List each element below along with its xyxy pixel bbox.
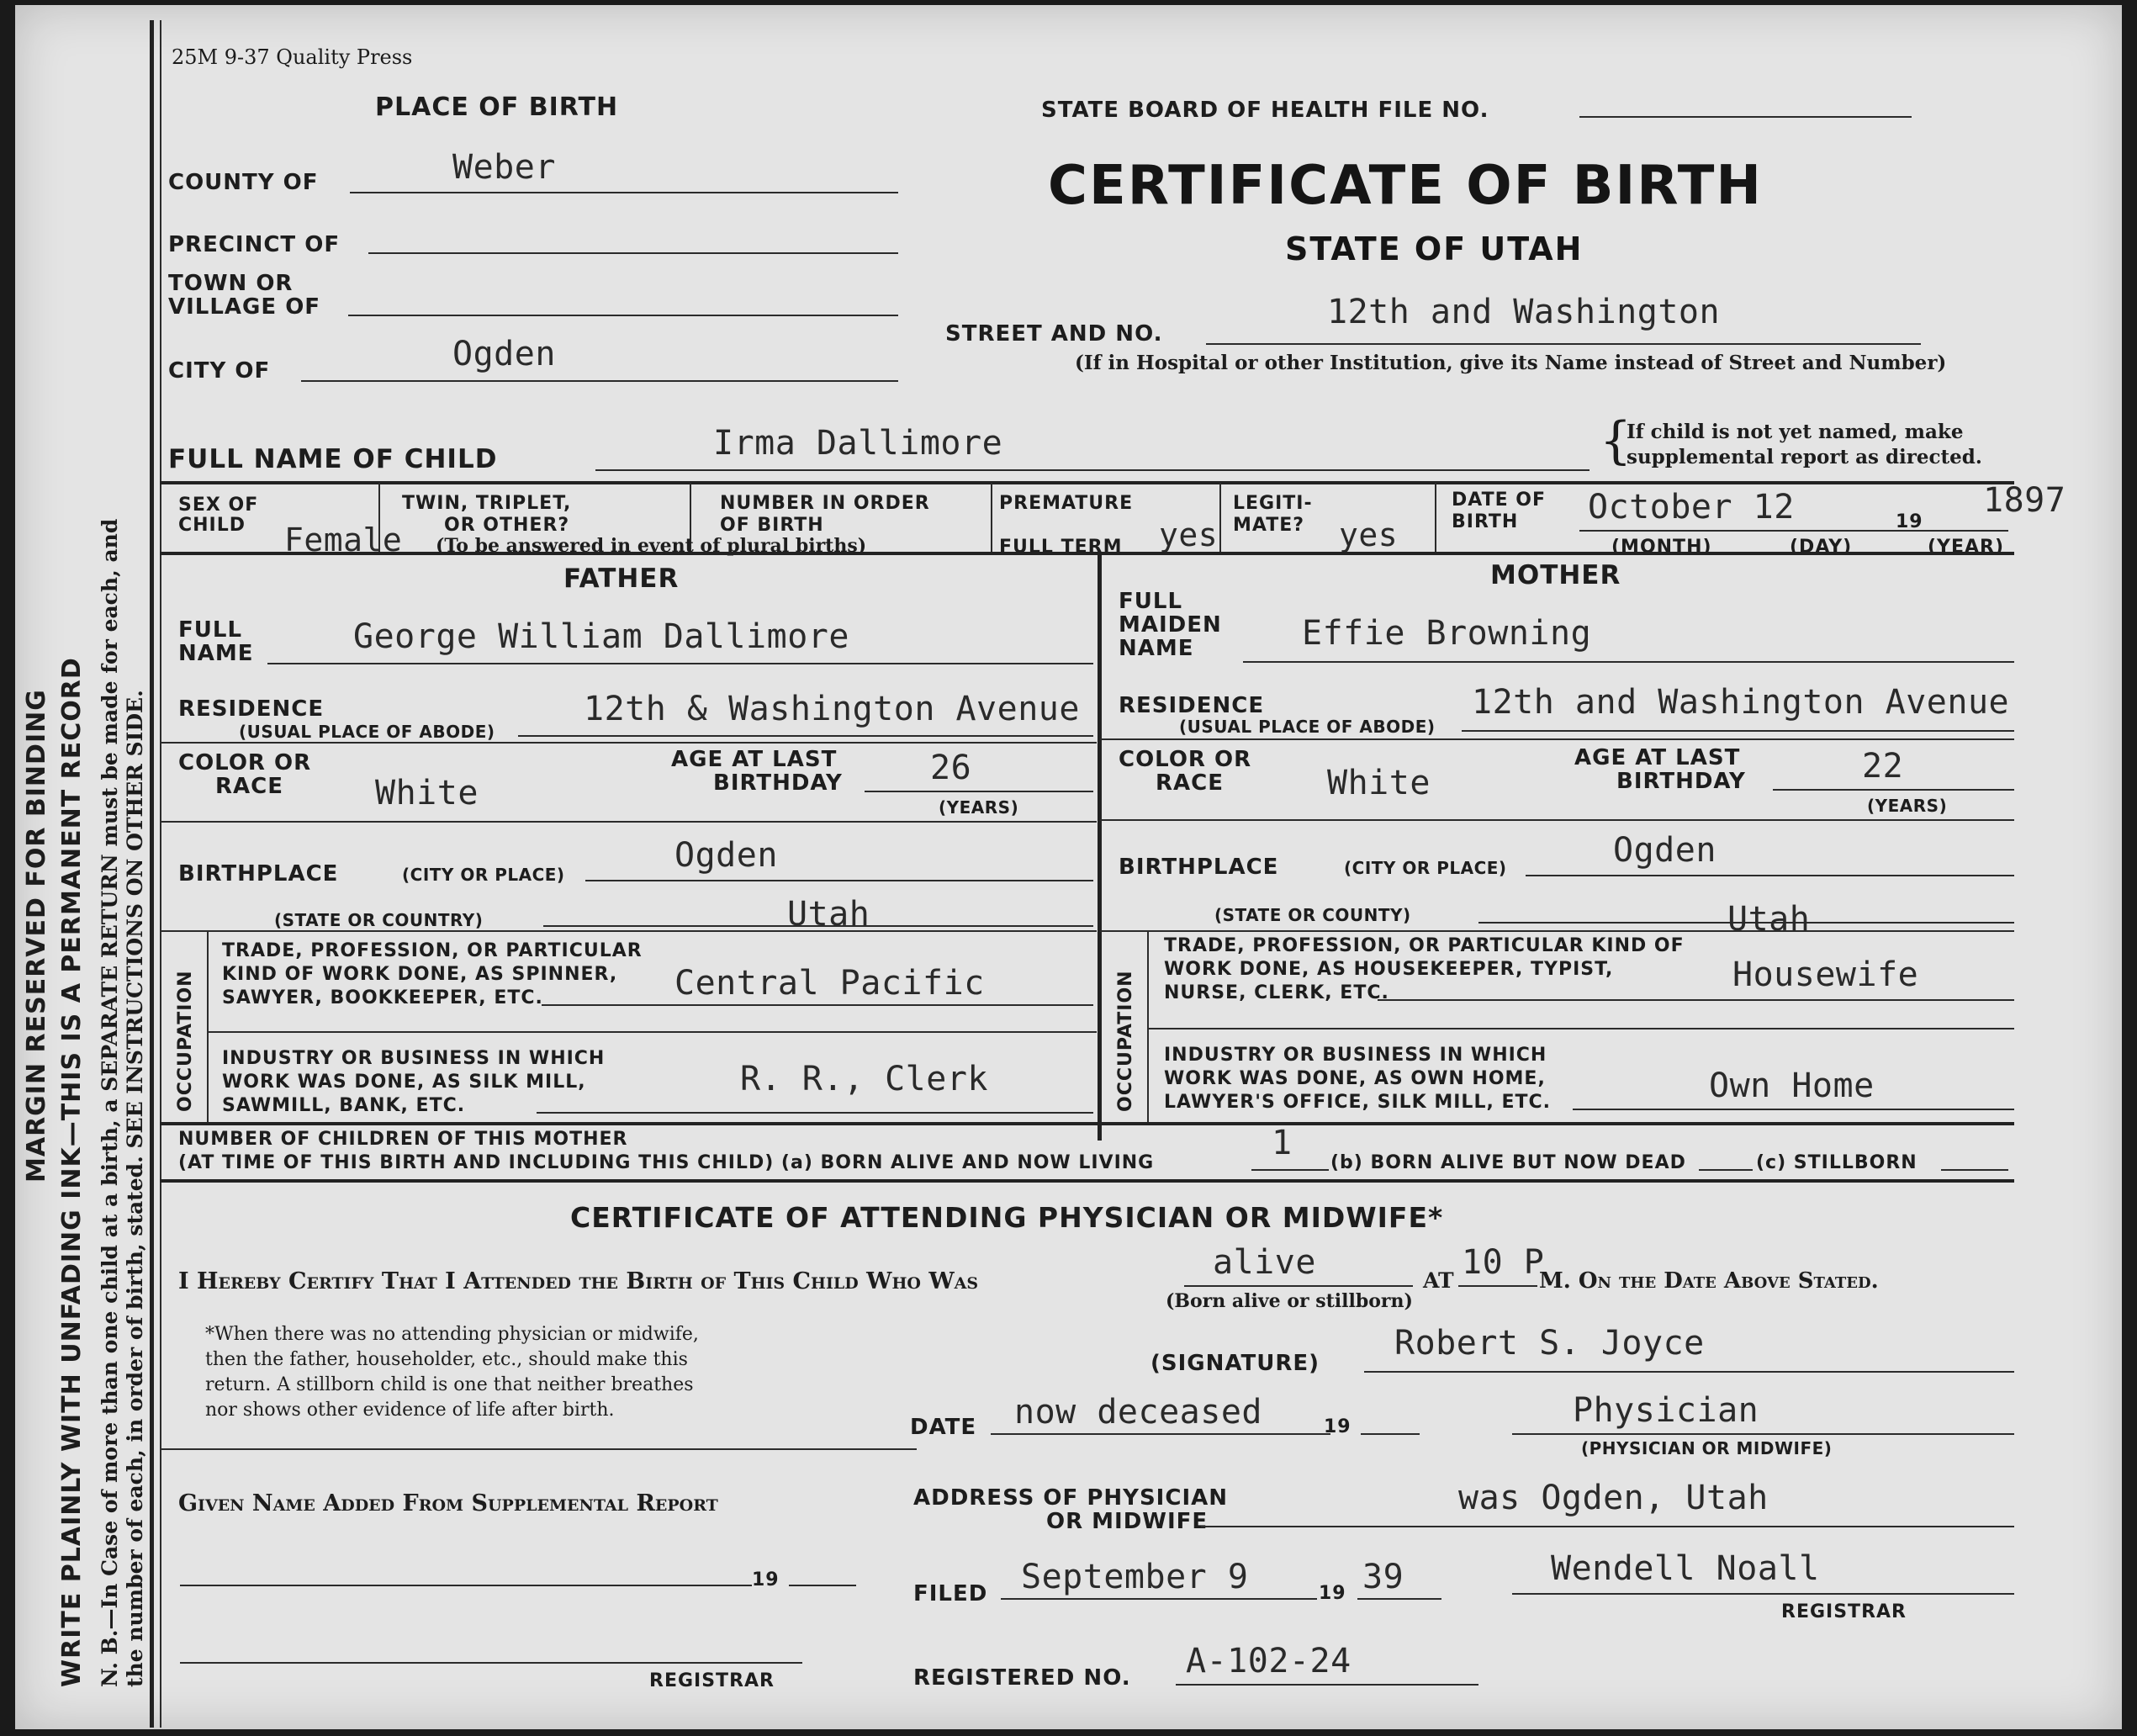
mother-trade-label-3: NURSE, CLERK, ETC.: [1164, 982, 1389, 1003]
child-name-note-1: If child is not yet named, make: [1627, 421, 1964, 443]
rule-child-row-top: [160, 481, 2014, 484]
legit-value: yes: [1339, 516, 1399, 553]
rule-children-top: [160, 1122, 2014, 1125]
children-label-2: (AT TIME OF THIS BIRTH AND INCLUDING THIS CHILD) (a) BORN ALIVE AND NOW LIVING: [178, 1152, 1155, 1173]
father-industry-label-1: INDUSTRY OR BUSINESS IN WHICH: [222, 1048, 606, 1069]
address-label-2: OR MIDWIFE: [1046, 1509, 1209, 1534]
mother-age-label-2: BIRTHDAY: [1616, 769, 1746, 794]
legit-label-1: LEGITI-: [1233, 493, 1313, 514]
physician-at-label: AT: [1423, 1268, 1454, 1293]
mother-name-value: Effie Browning: [1302, 614, 1592, 653]
sex-label-1: SEX OF: [178, 495, 259, 516]
father-industry-value: R. R., Clerk: [740, 1060, 988, 1098]
filed-label: FILED: [913, 1581, 988, 1606]
father-industry-label-2: WORK WAS DONE, AS SILK MILL,: [222, 1072, 586, 1093]
mother-age-label-1: AGE AT LAST: [1574, 745, 1741, 770]
mother-birthplace-city: Ogden: [1613, 831, 1716, 870]
mother-years-label: (YEARS): [1867, 796, 1948, 816]
father-birthplace-city: Ogden: [674, 836, 778, 875]
date-label: DATE: [910, 1415, 977, 1440]
city-label: CITY OF: [168, 358, 271, 384]
filed-century-prefix: 19: [1319, 1583, 1346, 1604]
dob-label-1: DATE OF: [1452, 490, 1547, 511]
child-name-value: Irma Dallimore: [713, 424, 1003, 463]
father-age-value: 26: [930, 749, 972, 787]
filed-year-value: 39: [1362, 1558, 1404, 1596]
address-label-1: ADDRESS OF PHYSICIAN: [913, 1485, 1228, 1511]
father-name-value: George William Dallimore: [353, 617, 849, 656]
mother-industry-label-2: WORK WAS DONE, AS OWN HOME,: [1164, 1068, 1546, 1089]
mother-industry-label-3: LAWYER'S OFFICE, SILK MILL, ETC.: [1164, 1092, 1552, 1113]
registrar-label: REGISTRAR: [1781, 1601, 1907, 1622]
father-name-label-1: FULL: [178, 617, 243, 643]
month-label: (MONTH): [1611, 537, 1712, 558]
county-value: Weber: [452, 148, 556, 187]
father-trade-label-1: TRADE, PROFESSION, OR PARTICULAR: [222, 940, 643, 961]
father-residence-value: 12th & Washington Avenue: [584, 690, 1080, 728]
mother-residence-value: 12th and Washington Avenue: [1472, 683, 2010, 722]
parents-divider: [1098, 553, 1102, 1141]
file-no-label: STATE BOARD OF HEALTH FILE NO.: [1041, 98, 1489, 123]
fullterm-value: yes: [1159, 516, 1219, 553]
town-label: TOWN OR: [168, 271, 294, 296]
father-trade-value: Central Pacific: [674, 964, 985, 1003]
sex-value: Female: [284, 521, 403, 558]
dob-value: October 12: [1588, 488, 1795, 527]
day-label: (DAY): [1790, 537, 1853, 558]
child-name-note-2: supplemental report as directed.: [1627, 446, 1982, 468]
children-label-1: NUMBER OF CHILDREN OF THIS MOTHER: [178, 1129, 628, 1150]
order-label-1: NUMBER IN ORDER: [720, 493, 930, 514]
registrar-name-value: Wendell Noall: [1551, 1549, 1820, 1588]
twin-label-1: TWIN, TRIPLET,: [402, 493, 572, 514]
father-trade-label-3: SAWYER, BOOKKEEPER, ETC.: [222, 987, 543, 1008]
registered-no-value: A-102-24: [1186, 1642, 1351, 1680]
street-note: (If in Hospital or other Institution, give its Name instead of Street and Number): [1075, 352, 1947, 374]
physician-heading: CERTIFICATE OF ATTENDING PHYSICIAN OR MIDWIFE*: [570, 1201, 1444, 1234]
left-registrar-label: REGISTRAR: [649, 1670, 775, 1691]
children-stillborn-label: (c) STILLBORN: [1756, 1152, 1917, 1173]
state-title: STATE OF UTAH: [1285, 230, 1584, 267]
order-label-2: OF BIRTH: [720, 515, 824, 536]
father-birthplace-label: BIRTHPLACE: [178, 861, 339, 887]
mother-heading: MOTHER: [1490, 560, 1621, 590]
certificate-title: CERTIFICATE OF BIRTH: [1048, 155, 1763, 217]
fullterm-label: FULL TERM: [999, 537, 1123, 558]
printer-mark: 25M 9-37 Quality Press: [172, 45, 413, 69]
mother-residence-sub: (USUAL PLACE OF ABODE): [1179, 717, 1436, 737]
signature-value: Robert S. Joyce: [1394, 1324, 1705, 1363]
mother-name-label-2: MAIDEN: [1119, 612, 1222, 638]
physician-title-value: Physician: [1573, 1391, 1759, 1430]
mother-trade-label-2: WORK DONE, AS HOUSEKEEPER, TYPIST,: [1164, 959, 1614, 980]
signature-label: (SIGNATURE): [1150, 1351, 1320, 1376]
mother-trade-label-1: TRADE, PROFESSION, OR PARTICULAR KIND OF: [1164, 935, 1685, 956]
father-city-place-label: (CITY OR PLACE): [402, 865, 565, 885]
mother-race-value: White: [1327, 764, 1431, 802]
mother-birthplace-state: Utah: [1727, 900, 1811, 939]
father-name-label-2: NAME: [178, 641, 254, 666]
place-of-birth-heading: PLACE OF BIRTH: [375, 93, 619, 122]
rule-parents-top: [160, 552, 2014, 555]
mother-residence-label: RESIDENCE: [1119, 693, 1265, 718]
mother-birthplace-label: BIRTHPLACE: [1119, 855, 1279, 880]
father-birthplace-state: Utah: [787, 895, 870, 934]
supplemental-century-prefix: 19: [752, 1569, 780, 1590]
child-name-label: FULL NAME OF CHILD: [168, 444, 498, 474]
father-residence-sub: (USUAL PLACE OF ABODE): [239, 722, 495, 742]
mother-industry-label-1: INDUSTRY OR BUSINESS IN WHICH: [1164, 1045, 1547, 1066]
year-label: (YEAR): [1928, 537, 2005, 558]
father-occupation-label: OCCUPATION: [175, 970, 196, 1112]
sidebar-instructions-note: the number of each, in order of birth, stated. SEE INSTRUCTIONS ON OTHER SIDE.: [123, 690, 147, 1687]
children-dead-label: (b) BORN ALIVE BUT NOW DEAD: [1330, 1152, 1686, 1173]
mother-race-label-2: RACE: [1156, 770, 1224, 796]
village-label: VILLAGE OF: [168, 294, 321, 320]
physician-certify-text: I Hereby Certify That I Attended the Birth of This Child Who Was: [178, 1268, 979, 1294]
mother-name-label-3: NAME: [1119, 636, 1194, 661]
father-age-label-2: BIRTHDAY: [713, 770, 843, 796]
rule-children-bottom: [160, 1179, 2014, 1183]
margin-rule-inner: [160, 20, 161, 1728]
city-value: Ogden: [452, 335, 556, 373]
sidebar-ink-note: WRITE PLAINLY WITH UNFADING INK—THIS IS A PERMANENT RECORD: [57, 657, 87, 1687]
physician-alive-value: alive: [1213, 1243, 1316, 1282]
given-name-label: Given Name Added From Supplemental Report: [178, 1490, 718, 1516]
father-trade-label-2: KIND OF WORK DONE, AS SPINNER,: [222, 964, 618, 985]
physician-alive-note: (Born alive or stillborn): [1166, 1290, 1413, 1312]
sidebar-binding-note: MARGIN RESERVED FOR BINDING: [22, 689, 51, 1183]
address-value: was Ogden, Utah: [1458, 1479, 1769, 1517]
registered-no-label: REGISTERED NO.: [913, 1665, 1131, 1691]
father-years-label: (YEARS): [939, 797, 1019, 818]
street-label: STREET AND NO.: [945, 321, 1163, 347]
mother-name-label-1: FULL: [1119, 589, 1183, 614]
date-value: now deceased: [1014, 1393, 1262, 1432]
mother-city-place-label: (CITY OR PLACE): [1344, 858, 1507, 878]
street-value: 12th and Washington: [1327, 293, 1721, 331]
father-race-value: White: [375, 774, 479, 812]
father-age-label-1: AGE AT LAST: [671, 747, 838, 772]
physician-time-value: 10 P: [1462, 1243, 1545, 1282]
margin-rule: [150, 20, 154, 1728]
father-race-label-1: COLOR OR: [178, 750, 312, 775]
twin-note: (To be answered in event of plural births): [436, 535, 867, 557]
mother-trade-value: Housewife: [1732, 955, 1919, 994]
mother-race-label-1: COLOR OR: [1119, 747, 1252, 772]
twin-label-2: OR OTHER?: [444, 515, 570, 536]
mother-age-value: 22: [1862, 747, 1904, 786]
file-no-line: [1579, 116, 1912, 118]
father-state-label: (STATE OR COUNTRY): [274, 910, 484, 930]
birth-certificate: [15, 5, 2122, 1729]
mother-industry-value: Own Home: [1709, 1066, 1875, 1105]
precinct-label: PRECINCT OF: [168, 232, 341, 257]
sidebar-return-note: N. B.—In Case of more than one child at a birth, a SEPARATE RETURN must be made for each, and: [98, 518, 122, 1687]
brace-glyph: {: [1600, 411, 1632, 470]
physician-time-suffix: M. On the Date Above Stated.: [1539, 1268, 1879, 1294]
date-century-prefix: 19: [1324, 1416, 1351, 1437]
dob-year: 1897: [1983, 481, 2066, 520]
physician-title-label: (PHYSICIAN OR MIDWIFE): [1581, 1438, 1833, 1458]
father-residence-label: RESIDENCE: [178, 696, 325, 722]
county-label: COUNTY OF: [168, 170, 319, 195]
filed-date-value: September 9: [1021, 1558, 1249, 1596]
legit-label-2: MATE?: [1233, 515, 1305, 536]
physician-footnote: *When there was no attending physician or midwife, then the father, householder, etc., should make this return. A stillborn child is one that neither breathes nor shows other evidence of life after birth.: [205, 1324, 699, 1421]
premature-label: PREMATURE: [999, 493, 1134, 514]
father-heading: FATHER: [563, 564, 680, 594]
dob-century-prefix: 19: [1896, 511, 1923, 532]
children-living-value: 1: [1272, 1124, 1293, 1162]
sex-label-2: CHILD: [178, 515, 246, 536]
father-race-label-2: RACE: [215, 774, 283, 799]
father-industry-label-3: SAWMILL, BANK, ETC.: [222, 1095, 466, 1116]
mother-state-label: (STATE OR COUNTY): [1214, 905, 1411, 925]
dob-label-2: BIRTH: [1452, 511, 1519, 532]
mother-occupation-label: OCCUPATION: [1115, 970, 1136, 1112]
